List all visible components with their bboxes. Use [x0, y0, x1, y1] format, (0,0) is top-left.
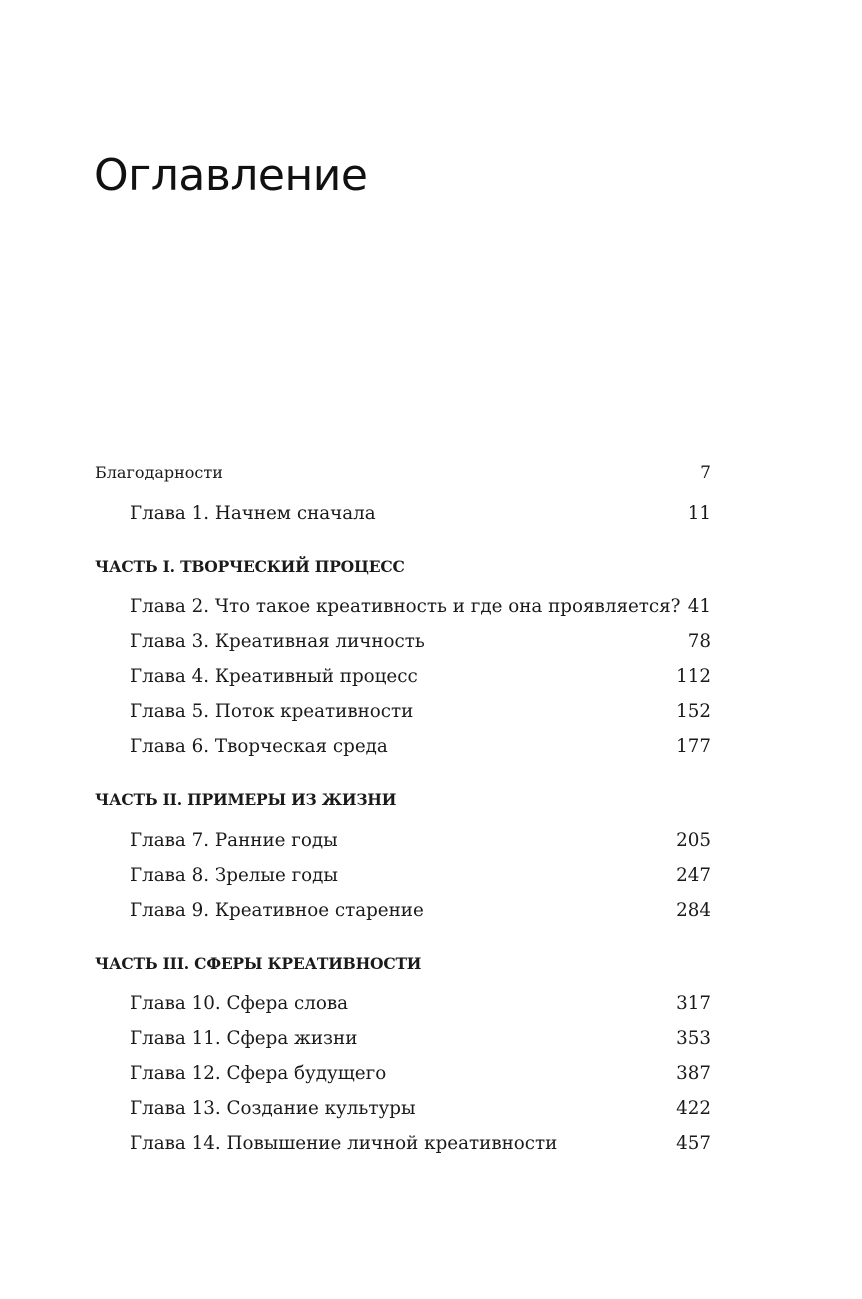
toc-entry-title: Глава 6. Творческая среда [130, 736, 388, 757]
toc-part-1-heading[interactable] [0, 552, 862, 582]
toc-entry-title: Глава 1. Начнем сначала [130, 503, 376, 524]
toc-entry-title: Глава 2. Что такое креативность и где она проявляется? [130, 596, 681, 617]
toc-entry-chapter-4[interactable] [0, 662, 862, 692]
toc-entry-page: 11 [687, 503, 711, 524]
toc-entry-page: 152 [676, 701, 711, 722]
toc-entry-title: Глава 4. Креативный процесс [130, 666, 418, 687]
toc-entry-page: 284 [676, 900, 711, 921]
toc-entry-page: 112 [676, 666, 711, 687]
toc-entry-page: 422 [676, 1098, 711, 1119]
toc-entry-page: 317 [676, 993, 711, 1014]
toc-entry-chapter-6[interactable] [0, 732, 862, 762]
toc-entry-chapter-13[interactable] [0, 1094, 862, 1124]
toc-entry-chapter-1[interactable] [0, 499, 862, 529]
toc-entry-page: 205 [676, 830, 711, 851]
toc-entry-chapter-14[interactable] [0, 1129, 862, 1159]
toc-entry-page: 457 [676, 1133, 711, 1154]
toc-entry-title: Глава 3. Креативная личность [130, 631, 425, 652]
toc-entry-page: 177 [676, 736, 711, 757]
toc-entry-chapter-2[interactable] [0, 592, 862, 622]
toc-entry-chapter-12[interactable] [0, 1059, 862, 1089]
toc-entry-title: Глава 14. Повышение личной креативности [130, 1133, 558, 1154]
toc-part-2-heading[interactable] [0, 785, 862, 815]
toc-entry-chapter-5[interactable] [0, 697, 862, 727]
toc-entry-title: Глава 5. Поток креативности [130, 701, 414, 722]
toc-entry-chapter-8[interactable] [0, 861, 862, 891]
toc-entry-title: Глава 9. Креативное старение [130, 900, 424, 921]
toc-entry-page: 247 [676, 865, 711, 886]
toc-entry-page: 41 [687, 596, 711, 617]
toc-part-title: ЧАСТЬ I. ТВОРЧЕСКИЙ ПРОЦЕСС [95, 557, 405, 576]
toc-entry-chapter-9[interactable] [0, 896, 862, 926]
toc-entry-acknowledgements[interactable] [0, 458, 862, 488]
toc-entry-title: Глава 13. Создание культуры [130, 1098, 416, 1119]
toc-entry-title: Глава 11. Сфера жизни [130, 1028, 358, 1049]
toc-entry-chapter-11[interactable] [0, 1024, 862, 1054]
toc-entry-title: Глава 10. Сфера слова [130, 993, 349, 1014]
toc-entry-chapter-3[interactable] [0, 627, 862, 657]
toc-part-3-heading[interactable] [0, 949, 862, 979]
toc-part-title: ЧАСТЬ III. СФЕРЫ КРЕАТИВНОСТИ [95, 954, 422, 973]
toc-entry-title: Глава 7. Ранние годы [130, 830, 338, 851]
toc-part-title: ЧАСТЬ II. ПРИМЕРЫ ИЗ ЖИЗНИ [95, 790, 397, 809]
toc-entry-title: Глава 8. Зрелые годы [130, 865, 338, 886]
toc-entry-page: 7 [700, 463, 711, 483]
toc-entry-title: Глава 12. Сфера будущего [130, 1063, 387, 1084]
toc-entry-chapter-10[interactable] [0, 989, 862, 1019]
toc-entry-page: 353 [676, 1028, 711, 1049]
toc-entry-page: 387 [676, 1063, 711, 1084]
toc-entry-chapter-7[interactable] [0, 826, 862, 856]
page-title: Оглавление [94, 150, 368, 201]
toc-entry-title: Благодарности [95, 463, 223, 482]
toc-entry-page: 78 [687, 631, 711, 652]
